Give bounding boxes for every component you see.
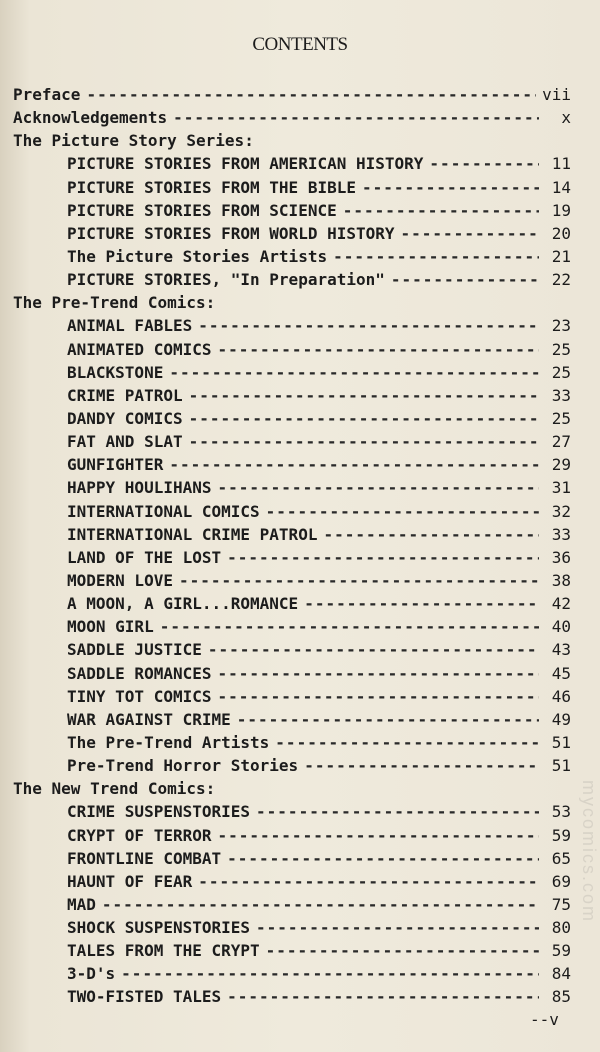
toc-entry — [13, 340, 571, 363]
dot-leader — [323, 525, 539, 544]
toc-entry — [13, 386, 571, 409]
toc-entry-label: The Picture Story Series: — [13, 131, 254, 151]
toc-entry-label: WAR AGAINST CRIME — [67, 709, 231, 729]
toc-entry-label: ANIMATED COMICS — [67, 339, 212, 359]
toc-entry-page: 11 — [551, 154, 571, 174]
toc-entry-label: SADDLE JUSTICE — [67, 640, 202, 660]
toc-entry-label: DANDY COMICS — [67, 408, 183, 428]
toc-entry-page: 22 — [551, 270, 571, 290]
toc-entry-page: 42 — [551, 594, 571, 614]
toc-entry-page: 38 — [551, 570, 571, 590]
toc-entry — [13, 270, 571, 293]
toc-entry-page: x — [561, 108, 571, 128]
dot-leader — [266, 941, 539, 960]
toc-entry-label: The Pre-Trend Artists — [67, 732, 270, 752]
toc-entry-page: 23 — [551, 316, 571, 336]
dot-leader — [189, 432, 539, 451]
toc-entry — [13, 964, 571, 987]
toc-entry — [13, 316, 571, 339]
toc-entry-label: ANIMAL FABLES — [67, 316, 193, 336]
toc-entry-label: PICTURE STORIES FROM THE BIBLE — [67, 177, 356, 197]
toc-entry-page: 80 — [551, 918, 571, 938]
toc-entry — [13, 941, 571, 964]
dot-leader — [391, 270, 539, 289]
toc-entry-label: CRIME SUSPENSTORIES — [67, 802, 251, 822]
toc-entry-label: LAND OF THE LOST — [67, 547, 222, 567]
dot-leader — [189, 386, 539, 405]
dot-leader — [256, 802, 539, 821]
toc-entry-label: FRONTLINE COMBAT — [67, 848, 222, 868]
toc-entry — [13, 594, 571, 617]
toc-entry-page: 49 — [551, 709, 571, 729]
dot-leader — [227, 987, 539, 1006]
dot-leader — [86, 85, 536, 104]
toc-entry-label: INTERNATIONAL COMICS — [67, 501, 260, 521]
dot-leader — [173, 108, 539, 127]
toc-entry-page: 25 — [551, 339, 571, 359]
toc-entry-page: vii — [542, 85, 571, 104]
toc-entry-page: 25 — [551, 408, 571, 428]
toc-entry-page: 31 — [551, 478, 571, 498]
toc-entry-label: Preface — [13, 85, 81, 104]
toc-entry-label: MODERN LOVE — [67, 570, 173, 590]
toc-entry-label: TALES FROM THE CRYPT — [67, 941, 260, 961]
toc-entry-page: 84 — [551, 964, 571, 984]
toc-entry-page: 45 — [551, 663, 571, 683]
toc-entry — [13, 455, 571, 478]
toc-entry-label: Acknowledgements — [13, 108, 168, 128]
toc-entry-page: 75 — [551, 894, 571, 914]
toc-entry — [13, 571, 571, 594]
toc-entry — [13, 178, 571, 201]
toc-entry-label: PICTURE STORIES, "In Preparation" — [67, 270, 385, 290]
toc-entry-page: 51 — [551, 756, 571, 776]
toc-entry — [13, 710, 571, 733]
toc-entry — [13, 548, 571, 571]
toc-entry — [13, 85, 571, 108]
toc-entry-page: 27 — [551, 432, 571, 452]
dot-leader — [304, 756, 539, 775]
toc-entry-label: INTERNATIONAL CRIME PATROL — [67, 524, 318, 544]
toc-entry-page: 59 — [551, 941, 571, 961]
toc-entry-label: SHOCK SUSPENSTORIES — [67, 918, 251, 938]
dot-leader — [198, 316, 539, 335]
toc-entry-label: CRYPT OF TERROR — [67, 825, 212, 845]
dot-leader — [169, 363, 539, 382]
toc-entry-label: A MOON, A GIRL...ROMANCE — [67, 594, 299, 614]
dot-leader — [189, 409, 539, 428]
toc-entry — [13, 108, 571, 131]
toc-entry-page: 65 — [551, 848, 571, 868]
dot-leader — [198, 872, 539, 891]
toc-entry-page: 36 — [551, 547, 571, 567]
toc-entry — [13, 849, 571, 872]
toc-entry-page: 59 — [551, 825, 571, 845]
dot-leader — [169, 455, 539, 474]
toc-entry-label: MAD — [67, 894, 96, 914]
toc-entry-page: 25 — [551, 362, 571, 382]
dot-leader — [218, 687, 540, 706]
dot-leader — [208, 640, 539, 659]
toc-section-heading — [13, 779, 571, 802]
dot-leader — [266, 502, 539, 521]
toc-section-heading — [13, 293, 571, 316]
toc-entry-label: Pre-Trend Horror Stories — [67, 756, 299, 776]
dot-leader — [160, 617, 539, 636]
toc-entry — [13, 247, 571, 270]
dot-leader — [362, 178, 539, 197]
toc-entry-page: 33 — [551, 524, 571, 544]
toc-entry — [13, 918, 571, 941]
toc-entry — [13, 664, 571, 687]
dot-leader — [227, 849, 539, 868]
toc-entry — [13, 733, 571, 756]
dot-leader — [256, 918, 539, 937]
toc-entry-label: BLACKSTONE — [67, 362, 164, 382]
toc-entry-page: 32 — [551, 501, 571, 521]
dot-leader — [102, 895, 539, 914]
toc-entry — [13, 687, 571, 710]
toc-entry-label: PICTURE STORIES FROM SCIENCE — [67, 200, 337, 220]
toc-entry-page: 29 — [551, 455, 571, 475]
toc-entry — [13, 895, 571, 918]
toc-entry — [13, 224, 571, 247]
toc-entry-page: 19 — [551, 200, 571, 220]
toc-entry-label: PICTURE STORIES FROM WORLD HISTORY — [67, 223, 395, 243]
page-title: CONTENTS — [252, 34, 348, 55]
dot-leader — [401, 224, 539, 243]
toc-entry-label: TINY TOT COMICS — [67, 686, 212, 706]
toc-entry-label: The Pre-Trend Comics: — [13, 293, 216, 313]
dot-leader — [218, 478, 540, 497]
toc-entry-page: 20 — [551, 223, 571, 243]
toc-entry — [13, 154, 571, 177]
toc-entry-label: PICTURE STORIES FROM AMERICAN HISTORY — [67, 154, 424, 174]
toc-entry — [13, 640, 571, 663]
toc-entry-page: 40 — [551, 617, 571, 637]
toc-entry-page: 53 — [551, 802, 571, 822]
toc-entry-page: 46 — [551, 686, 571, 706]
dot-leader — [333, 247, 539, 266]
toc-entry-page: 33 — [551, 385, 571, 405]
toc-entry-label: The New Trend Comics: — [13, 779, 216, 799]
dot-leader — [343, 201, 539, 220]
toc-entry-label: GUNFIGHTER — [67, 455, 164, 475]
watermark: mycomics.com — [579, 780, 599, 924]
dot-leader — [227, 548, 539, 567]
toc-entry — [13, 502, 571, 525]
toc-entry-page: 69 — [551, 871, 571, 891]
toc-entry-label: HAUNT OF FEAR — [67, 871, 193, 891]
toc-entry — [13, 363, 571, 386]
toc-entry — [13, 826, 571, 849]
toc-entry — [13, 756, 571, 779]
toc-entry-label: FAT AND SLAT — [67, 432, 183, 452]
toc-entry — [13, 617, 571, 640]
toc-entry-label: HAPPY HOULIHANS — [67, 478, 212, 498]
dot-leader — [429, 154, 539, 173]
page-number: --v — [530, 1010, 559, 1029]
toc-entry-label: The Picture Stories Artists — [67, 246, 328, 266]
toc-entry-page: 43 — [551, 640, 571, 660]
toc-section-heading — [13, 131, 571, 154]
dot-leader — [304, 594, 539, 613]
toc-entry-label: CRIME PATROL — [67, 385, 183, 405]
dot-leader — [237, 710, 539, 729]
toc-entry — [13, 872, 571, 895]
dot-leader — [218, 664, 540, 683]
toc-entry — [13, 478, 571, 501]
toc-entry-label: MOON GIRL — [67, 617, 154, 637]
toc-entry-page: 85 — [551, 987, 571, 1007]
toc-entry-page: 14 — [551, 177, 571, 197]
dot-leader — [179, 571, 539, 590]
dot-leader — [121, 964, 539, 983]
toc-entry — [13, 525, 571, 548]
toc-entry-label: SADDLE ROMANCES — [67, 663, 212, 683]
dot-leader — [218, 340, 540, 359]
table-of-contents — [13, 85, 571, 1011]
toc-entry-page: 51 — [551, 732, 571, 752]
toc-entry — [13, 201, 571, 224]
toc-entry — [13, 802, 571, 825]
toc-entry-label: 3-D's — [67, 964, 116, 984]
dot-leader — [218, 826, 540, 845]
toc-entry — [13, 409, 571, 432]
toc-entry — [13, 432, 571, 455]
dot-leader — [275, 733, 539, 752]
toc-entry — [13, 987, 571, 1010]
toc-entry-label: TWO-FISTED TALES — [67, 987, 222, 1007]
toc-entry-page: 21 — [551, 246, 571, 266]
